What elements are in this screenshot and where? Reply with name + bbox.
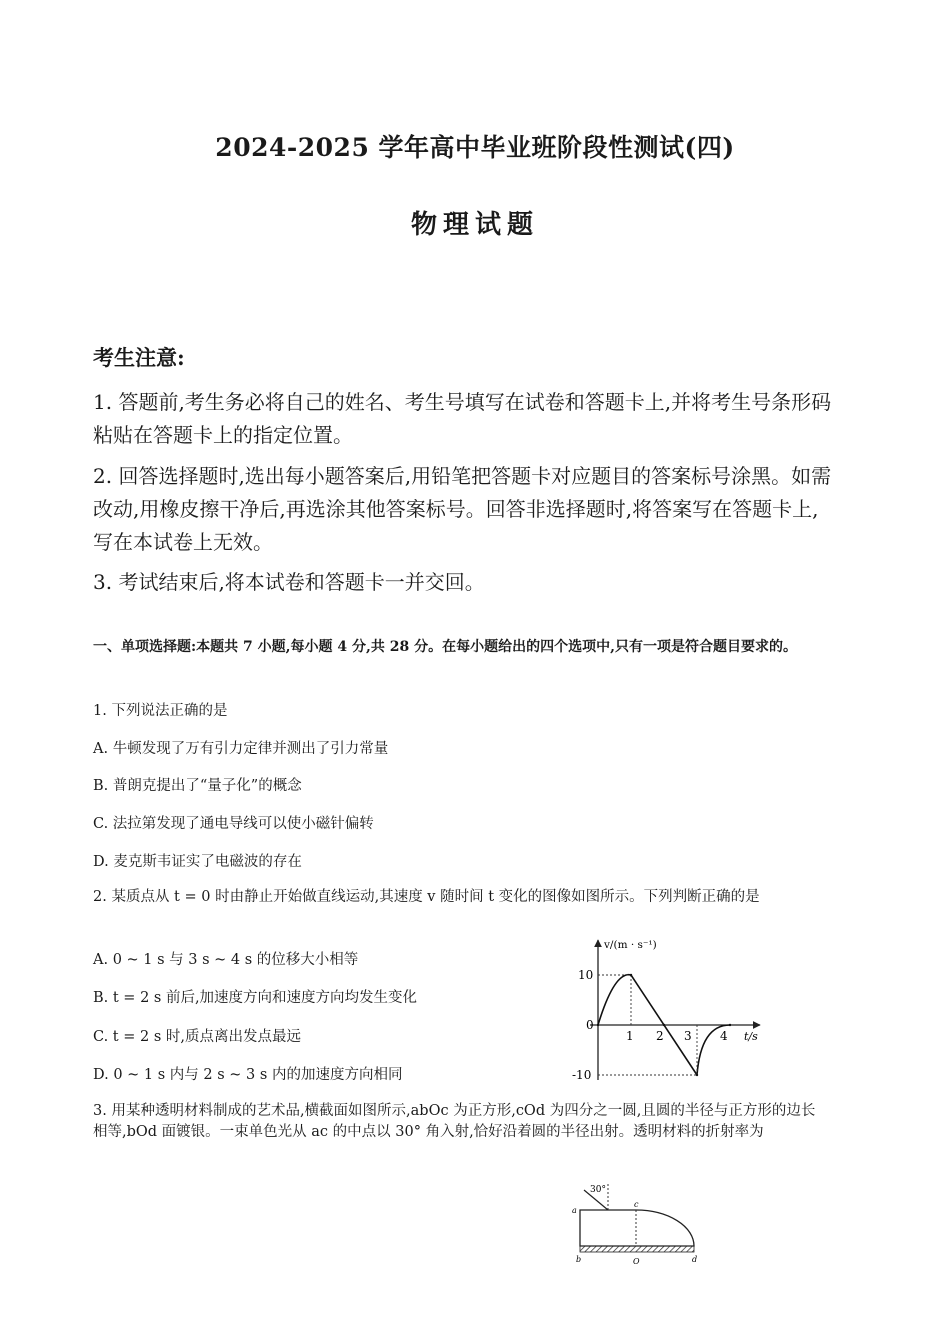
data-point bbox=[696, 1074, 698, 1076]
x-tick-label: 1 bbox=[626, 1029, 634, 1043]
q2-option-a: A. 0 ~ 1 s 与 3 s ~ 4 s 的位移大小相等 bbox=[93, 952, 359, 968]
point-label-a: a bbox=[572, 1206, 577, 1215]
data-point bbox=[663, 1024, 665, 1026]
notice-item-1: 1. 答题前,考生务必将自己的姓名、考生号填写在试卷和答题卡上,并将考生号条形码粘贴在答题卡上的指定位置。 bbox=[93, 390, 832, 447]
q1-option-c: C. 法拉第发现了通电导线可以使小磁针偏转 bbox=[93, 816, 374, 832]
subject-title: 物理试题 bbox=[410, 210, 539, 240]
x-axis-label: t/s bbox=[744, 1030, 758, 1043]
origin-label: 0 bbox=[586, 1018, 594, 1032]
section-heading: 一、单项选择题:本题共 7 小题,每小题 4 分,共 28 分。在每小题给出的四个选项中,只有一项是符合题目要求的。 bbox=[93, 639, 797, 655]
q1-stem: 1. 下列说法正确的是 bbox=[93, 703, 228, 719]
data-point bbox=[729, 1024, 731, 1026]
cross-section-outline bbox=[580, 1210, 694, 1246]
point-label-d: d bbox=[692, 1255, 698, 1264]
x-tick-label: 2 bbox=[656, 1029, 664, 1043]
exam-title: 2024-2025 学年高中毕业班阶段性测试(四) bbox=[215, 133, 735, 162]
notice-item-2: 2. 回答选择题时,选出每小题答案后,用铅笔把答题卡对应题目的答案标号涂黑。如需改动,用橡皮擦干净后,再选涂其他答案标号。回答非选择题时,将答案写在答题卡上,写在本试卷上无效。 bbox=[93, 464, 832, 554]
x-tick-label: 3 bbox=[684, 1029, 692, 1043]
data-point bbox=[597, 1024, 599, 1026]
q1-option-d: D. 麦克斯韦证实了电磁波的存在 bbox=[93, 854, 302, 870]
series-segment-0-1s bbox=[598, 975, 631, 1025]
vt-graph bbox=[560, 930, 780, 1090]
point-label-b: b bbox=[576, 1255, 582, 1264]
q1-option-b: B. 普朗克提出了“量子化”的概念 bbox=[93, 778, 302, 794]
data-point bbox=[630, 974, 632, 976]
point-label-c: c bbox=[634, 1200, 639, 1209]
silvered-surface bbox=[580, 1246, 694, 1252]
point-label-o: O bbox=[633, 1257, 640, 1266]
q2-stem: 2. 某质点从 t = 0 时由静止开始做直线运动,其速度 v 随时间 t 变化的图像如图所示。下列判断正确的是 bbox=[93, 889, 760, 905]
q2-option-d: D. 0 ~ 1 s 内与 2 s ~ 3 s 内的加速度方向相同 bbox=[93, 1067, 403, 1083]
angle-label: 30° bbox=[590, 1185, 606, 1195]
y-axis-label: v/(m · s⁻¹) bbox=[604, 939, 657, 951]
q2-option-b: B. t = 2 s 前后,加速度方向和速度方向均发生变化 bbox=[93, 990, 418, 1006]
q3-stem: 3. 用某种透明材料制成的艺术品,横截面如图所示,abOc 为正方形,cOd 为四分之一圆,且圆的半径与正方形的边长相等,bOd 面镀银。一束单色光从 ac 的中点以 30° 角入射,恰好沿着圆的半径出射。透明材料的折射率为 bbox=[93, 1103, 816, 1140]
q3-figure bbox=[560, 1180, 710, 1272]
q2-option-c: C. t = 2 s 时,质点离出发点最远 bbox=[93, 1029, 301, 1045]
notice-item-3: 3. 考试结束后,将本试卷和答题卡一并交回。 bbox=[93, 570, 485, 594]
y-tick-label: -10 bbox=[572, 1068, 592, 1082]
q1-option-a: A. 牛顿发现了万有引力定律并测出了引力常量 bbox=[93, 741, 389, 757]
x-tick-label: 4 bbox=[720, 1029, 728, 1043]
y-tick-label: 10 bbox=[578, 968, 594, 982]
notice-heading: 考生注意: bbox=[93, 345, 185, 370]
